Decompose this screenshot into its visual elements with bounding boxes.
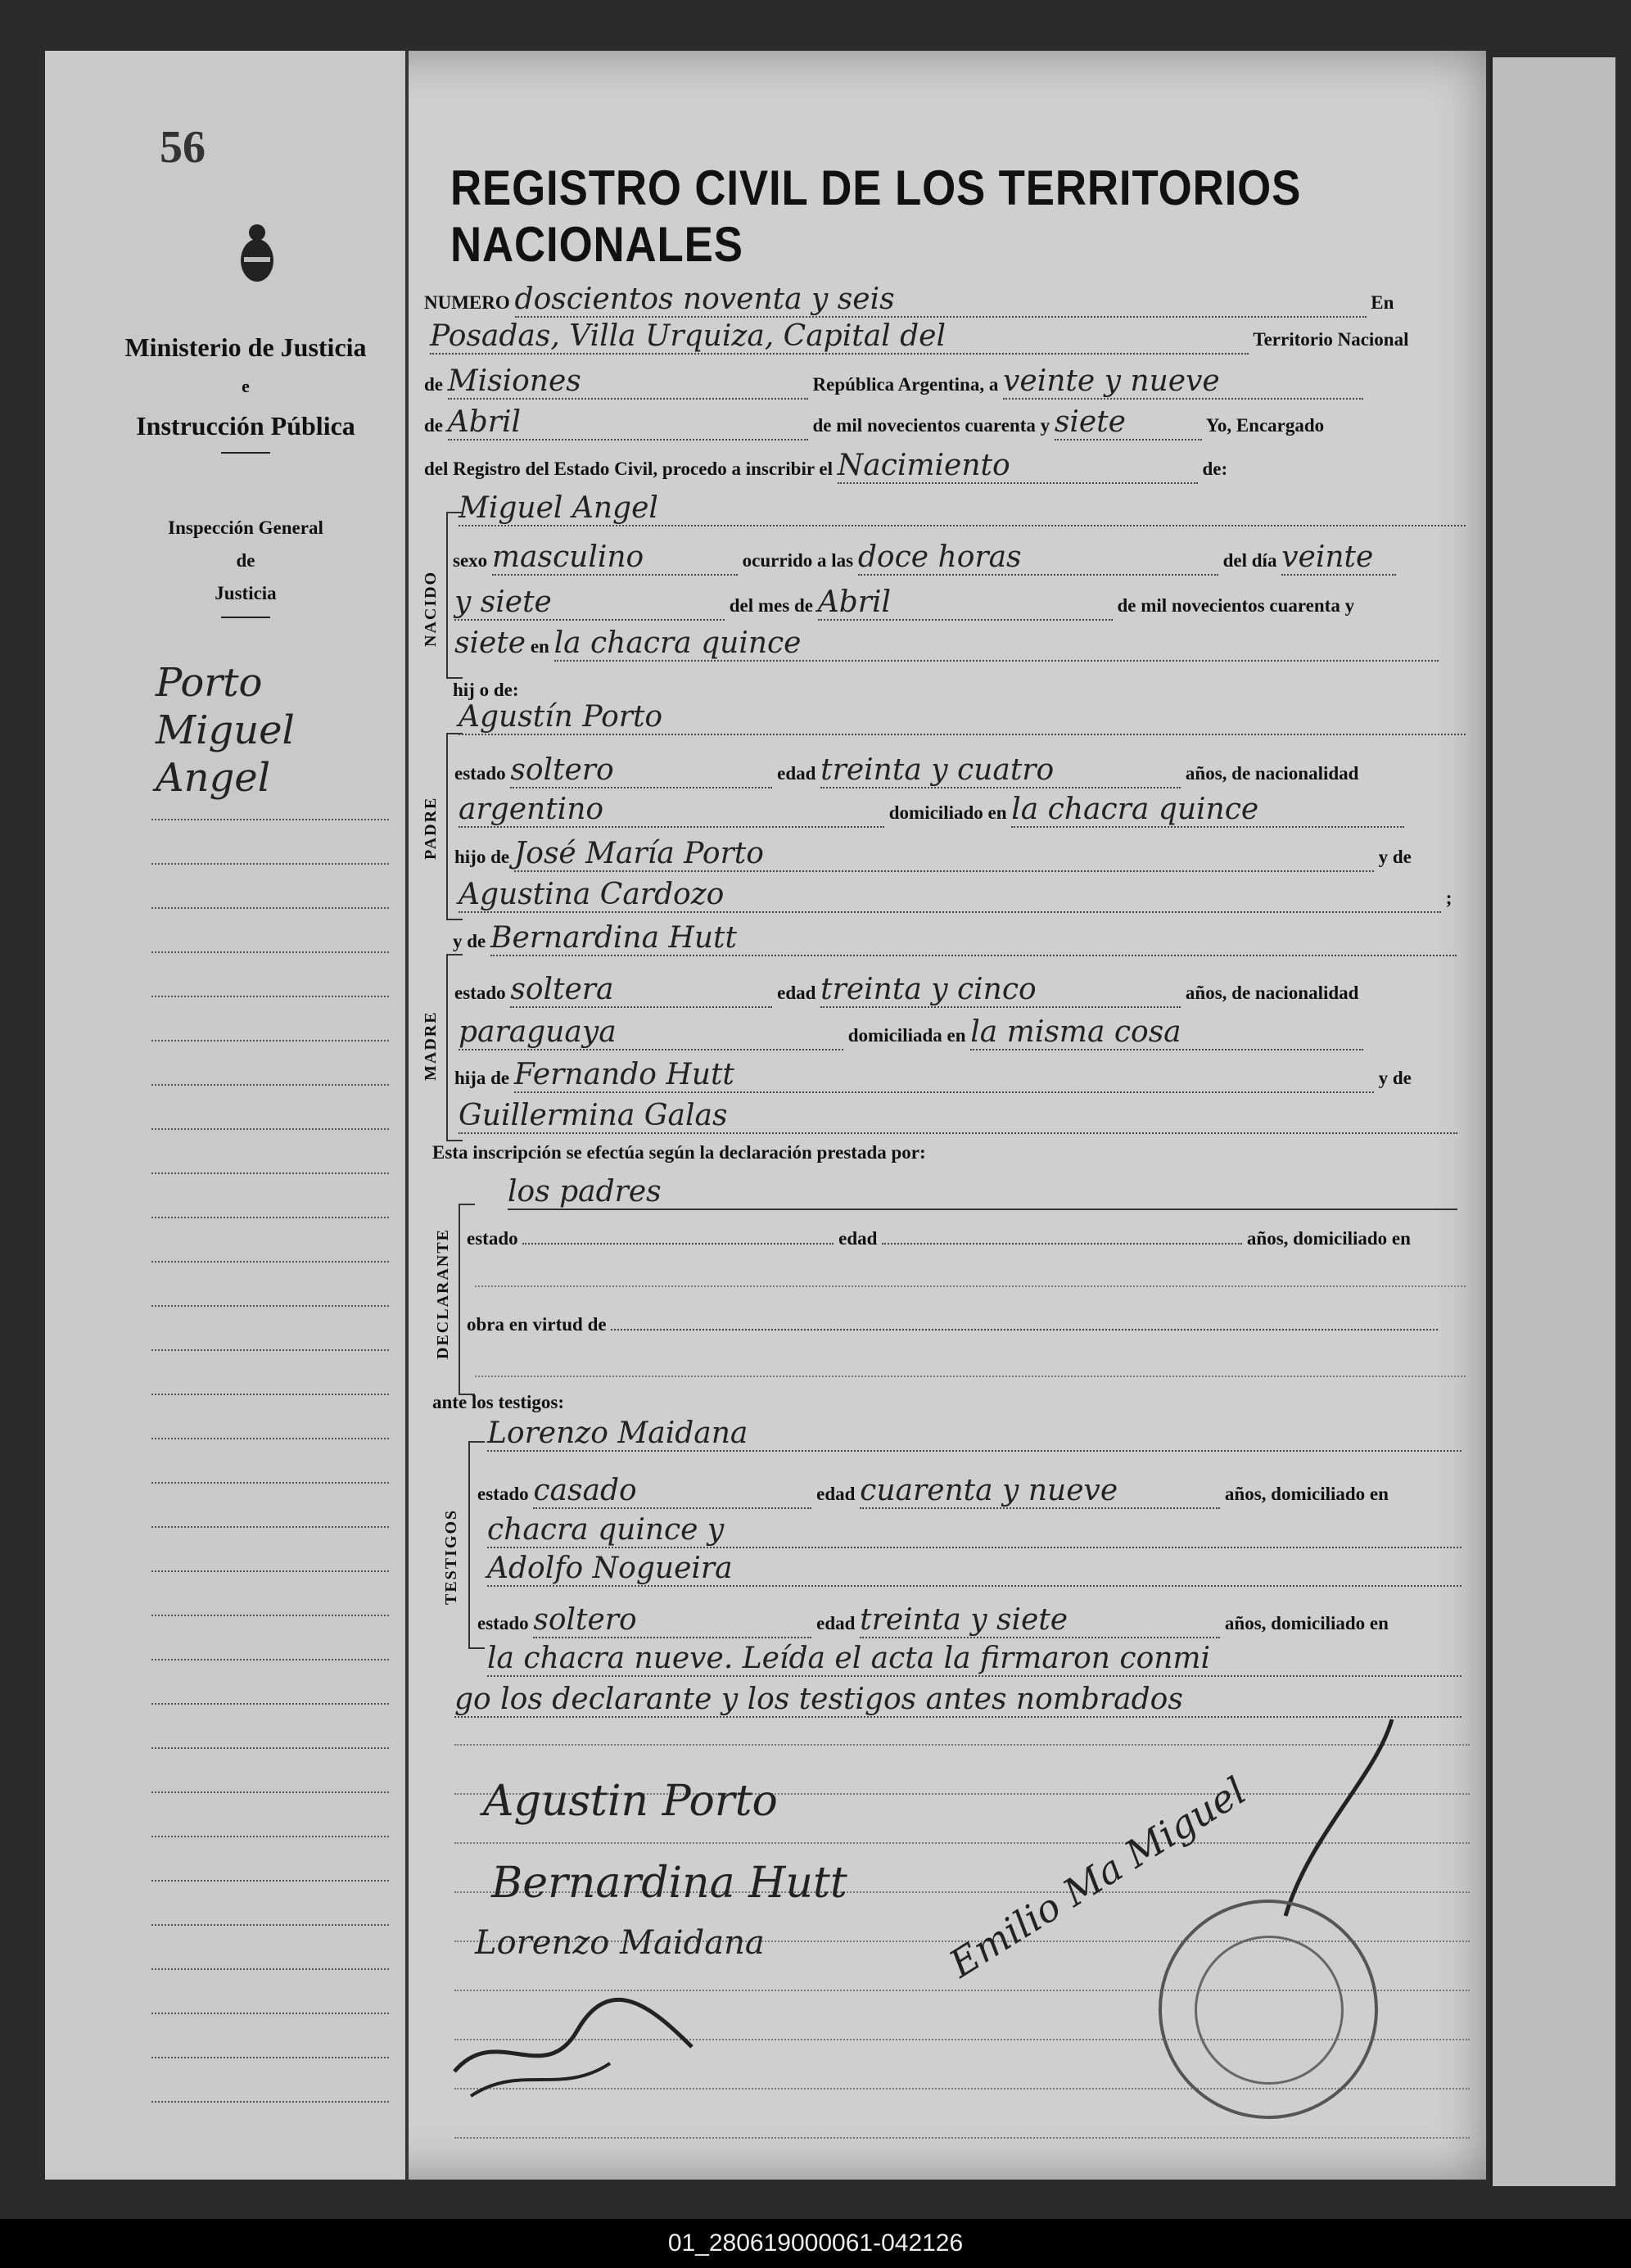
margin-name-line-3: Angel	[156, 755, 271, 801]
testigos-section-label: TESTIGOS	[442, 1508, 460, 1605]
de-label: de	[424, 415, 443, 436]
record-line-4	[424, 405, 1324, 440]
folio-number: 56	[160, 122, 206, 173]
declarante-line-3	[467, 1314, 1438, 1335]
anios-label: años, domiciliado en	[1246, 1228, 1411, 1249]
edad-blank	[882, 1243, 1242, 1245]
sexo-value: masculino	[492, 540, 738, 576]
padre-name-line	[459, 700, 1466, 735]
nacido-line-2	[454, 585, 1354, 621]
testigo2-domicilio: la chacra nueve. Leída el acta la firmaron conmi	[487, 1642, 1462, 1677]
semicolon: ;	[1445, 888, 1453, 908]
testigo2-line-1	[477, 1603, 1389, 1638]
y-de-label: y de	[453, 931, 486, 951]
testigo1-domicilio: chacra quince y	[487, 1513, 1462, 1548]
testigo2-name-line	[487, 1552, 1462, 1587]
abuelo-value: José María Porto	[514, 837, 1374, 872]
estado-label: estado	[454, 763, 506, 784]
ministry-line-3: Instrucción Pública	[136, 411, 355, 440]
madre-name-line	[453, 921, 1457, 956]
madre-line-4	[459, 1099, 1457, 1134]
abuela-value: Agustina Cardozo	[459, 878, 1441, 913]
testigos-intro: ante los testigos:	[432, 1392, 564, 1412]
madre-line-2	[459, 1015, 1363, 1050]
republica-label: República Argentina, a	[812, 374, 999, 395]
cierre-text: go los declarante y los testigos antes nombrados	[454, 1683, 1462, 1718]
domicilio-value: la chacra quince	[1011, 793, 1404, 828]
page-title: REGISTRO CIVIL DE LOS TERRITORIOS NACIONALES	[450, 160, 1302, 272]
nacido-line-3	[454, 626, 1439, 662]
estado-value: soltera	[510, 973, 772, 1008]
anios-label: años, de nacionalidad	[1185, 983, 1359, 1003]
de-label: de	[424, 374, 443, 395]
declarante-blank-line	[475, 1376, 1466, 1377]
anio-label: de mil novecientos cuarenta y	[1117, 595, 1355, 616]
testigo1-edad: cuarenta y nueve	[860, 1474, 1220, 1509]
anios-label: años, de nacionalidad	[1185, 763, 1359, 784]
sexo-label: sexo	[453, 550, 488, 571]
anios-label: años, domiciliado en	[1224, 1613, 1389, 1633]
nacido-nombre: Miguel Angel	[459, 491, 1466, 526]
dia-value: veinte y nueve	[1003, 364, 1363, 400]
estado-label: estado	[454, 983, 506, 1003]
abuelo-value: Fernando Hutt	[514, 1058, 1374, 1093]
record-line-3	[424, 364, 1363, 400]
national-coat-of-arms-icon	[236, 221, 278, 287]
madre-line-3	[454, 1058, 1412, 1093]
lugar-value: la chacra quince	[554, 626, 1439, 662]
anio-label: de mil novecientos cuarenta y	[812, 415, 1050, 436]
registro-label: del Registro del Estado Civil, procedo a inscribir el	[424, 459, 833, 479]
declarante-blank-line	[475, 1285, 1466, 1287]
edad-label: edad	[777, 983, 816, 1003]
inspection-line-3: Justicia	[215, 583, 277, 603]
edad-label: edad	[777, 763, 816, 784]
testigo2-line-2	[487, 1642, 1462, 1677]
ruled-line	[454, 2137, 1470, 2139]
declarante-value: los padres	[508, 1175, 1457, 1210]
declaracion-intro: Esta inscripción se efectúa según la declaración prestada por:	[432, 1142, 926, 1163]
divider	[221, 617, 270, 618]
signature-flourish	[1277, 1711, 1408, 1924]
signature-testigo: Lorenzo Maidana	[475, 1924, 765, 1962]
estado-value: soltero	[510, 753, 772, 788]
declarante-line-1	[467, 1228, 1411, 1249]
encargado-label: Yo, Encargado	[1205, 415, 1325, 436]
padre-nombre: Agustín Porto	[459, 700, 1466, 735]
territorio-value: Misiones	[448, 364, 808, 400]
del-dia-label: del día	[1222, 550, 1277, 571]
declarante-line	[508, 1175, 1457, 1210]
signature-madre: Bernardina Hutt	[491, 1859, 847, 1908]
testigo1-line-2	[487, 1513, 1462, 1548]
margin-ruled-lines	[151, 819, 389, 2145]
testigo1-estado: casado	[533, 1474, 811, 1509]
nacido-line-1	[453, 540, 1396, 576]
madre-nombre: Bernardina Hutt	[490, 921, 1457, 956]
domicilio-label: domiciliado en	[888, 802, 1007, 823]
signature-scribble	[446, 1973, 708, 2104]
estado-blank	[522, 1243, 834, 1245]
hora-value: doce horas	[858, 540, 1218, 576]
mes-label: del mes de	[729, 595, 813, 616]
ministry-line-2: e	[242, 376, 250, 396]
nacionalidad-value: paraguaya	[459, 1015, 843, 1050]
record-line-1	[424, 282, 1394, 318]
y-de-label: y de	[1378, 847, 1412, 867]
record-line-5	[424, 449, 1227, 484]
acto-value: Nacimiento	[838, 449, 1198, 484]
padre-line-1	[454, 753, 1358, 788]
dia-value: veinte	[1281, 540, 1396, 576]
abuela-value: Guillermina Galas	[459, 1099, 1457, 1134]
lugar-value: Posadas, Villa Urquiza, Capital del	[430, 319, 1249, 355]
ocurrido-label: ocurrido a las	[742, 550, 854, 571]
y-de2-label: y de	[1378, 1068, 1412, 1088]
inspection-line-1: Inspección General	[168, 517, 323, 538]
margin-name-line-1: Porto	[156, 660, 263, 706]
ministry-heading	[98, 328, 393, 460]
de2-label: de:	[1202, 459, 1228, 479]
ministry-line-1: Ministerio de Justicia	[124, 332, 367, 362]
testigo2-edad: treinta y siete	[860, 1603, 1220, 1638]
testigo1-name-line	[487, 1416, 1462, 1452]
numero-value: doscientos noventa y seis	[515, 282, 1367, 318]
declarante-section-label: DECLARANTE	[434, 1227, 452, 1359]
record-line-2	[430, 319, 1409, 355]
domicilio-label: domiciliada en	[847, 1025, 966, 1046]
obra-blank	[611, 1329, 1438, 1331]
anios-label: años, domiciliado en	[1224, 1484, 1389, 1504]
obra-label: obra en virtud de	[467, 1314, 607, 1335]
nacido-section-label: NACIDO	[422, 570, 440, 647]
padre-line-4	[459, 878, 1452, 913]
mes-value: Abril	[818, 585, 1113, 621]
signature-padre: Agustin Porto	[483, 1777, 778, 1826]
document-id: 01_280619000061-042126	[0, 2219, 1631, 2268]
estado-label: estado	[477, 1613, 529, 1633]
edad-value: treinta y cinco	[820, 973, 1181, 1008]
edad-label: edad	[816, 1484, 856, 1504]
testigo1-line-1	[477, 1474, 1389, 1509]
facing-page-edge	[1490, 57, 1615, 2186]
anio-value: siete	[454, 626, 526, 660]
numero-label: NUMERO	[424, 292, 510, 313]
padre-section-label: PADRE	[422, 796, 440, 860]
territorio-label: Territorio Nacional	[1253, 329, 1409, 350]
padre-line-2	[459, 793, 1404, 828]
en-label: En	[1371, 292, 1394, 313]
edad-value: treinta y cuatro	[820, 753, 1181, 788]
anio-value: siete	[1055, 405, 1202, 440]
dia2-value: y siete	[454, 585, 725, 621]
testigo1-nombre: Lorenzo Maidana	[487, 1416, 1462, 1452]
hijo-label: hijo de	[454, 847, 510, 867]
nacionalidad-value: argentino	[459, 793, 884, 828]
nacido-name-line	[459, 491, 1466, 526]
inspection-heading	[139, 512, 352, 625]
hijo-label: hij o de:	[453, 680, 519, 700]
inspection-line-2: de	[236, 550, 255, 571]
hija-label: hija de	[454, 1068, 510, 1088]
hijo-de-line	[453, 680, 519, 701]
testigo2-nombre: Adolfo Nogueira	[487, 1552, 1462, 1587]
domicilio-value: la misma cosa	[970, 1015, 1363, 1050]
edad-label: edad	[838, 1228, 878, 1249]
madre-section-label: MADRE	[422, 1010, 440, 1081]
edad-label: edad	[816, 1613, 856, 1633]
estado-label: estado	[467, 1228, 518, 1249]
margin-name-line-2: Miguel	[156, 707, 295, 753]
en-label: en	[530, 636, 549, 657]
margin-name	[156, 659, 295, 802]
signature-oficial: Emilio Ma Miguel	[942, 1768, 1254, 1986]
official-stamp	[1159, 1900, 1378, 2119]
divider	[221, 452, 270, 454]
testigo2-estado: soltero	[533, 1603, 811, 1638]
padre-line-3	[454, 837, 1412, 872]
mes-value: Abril	[448, 405, 808, 440]
madre-line-1	[454, 973, 1358, 1008]
estado-label: estado	[477, 1484, 529, 1504]
